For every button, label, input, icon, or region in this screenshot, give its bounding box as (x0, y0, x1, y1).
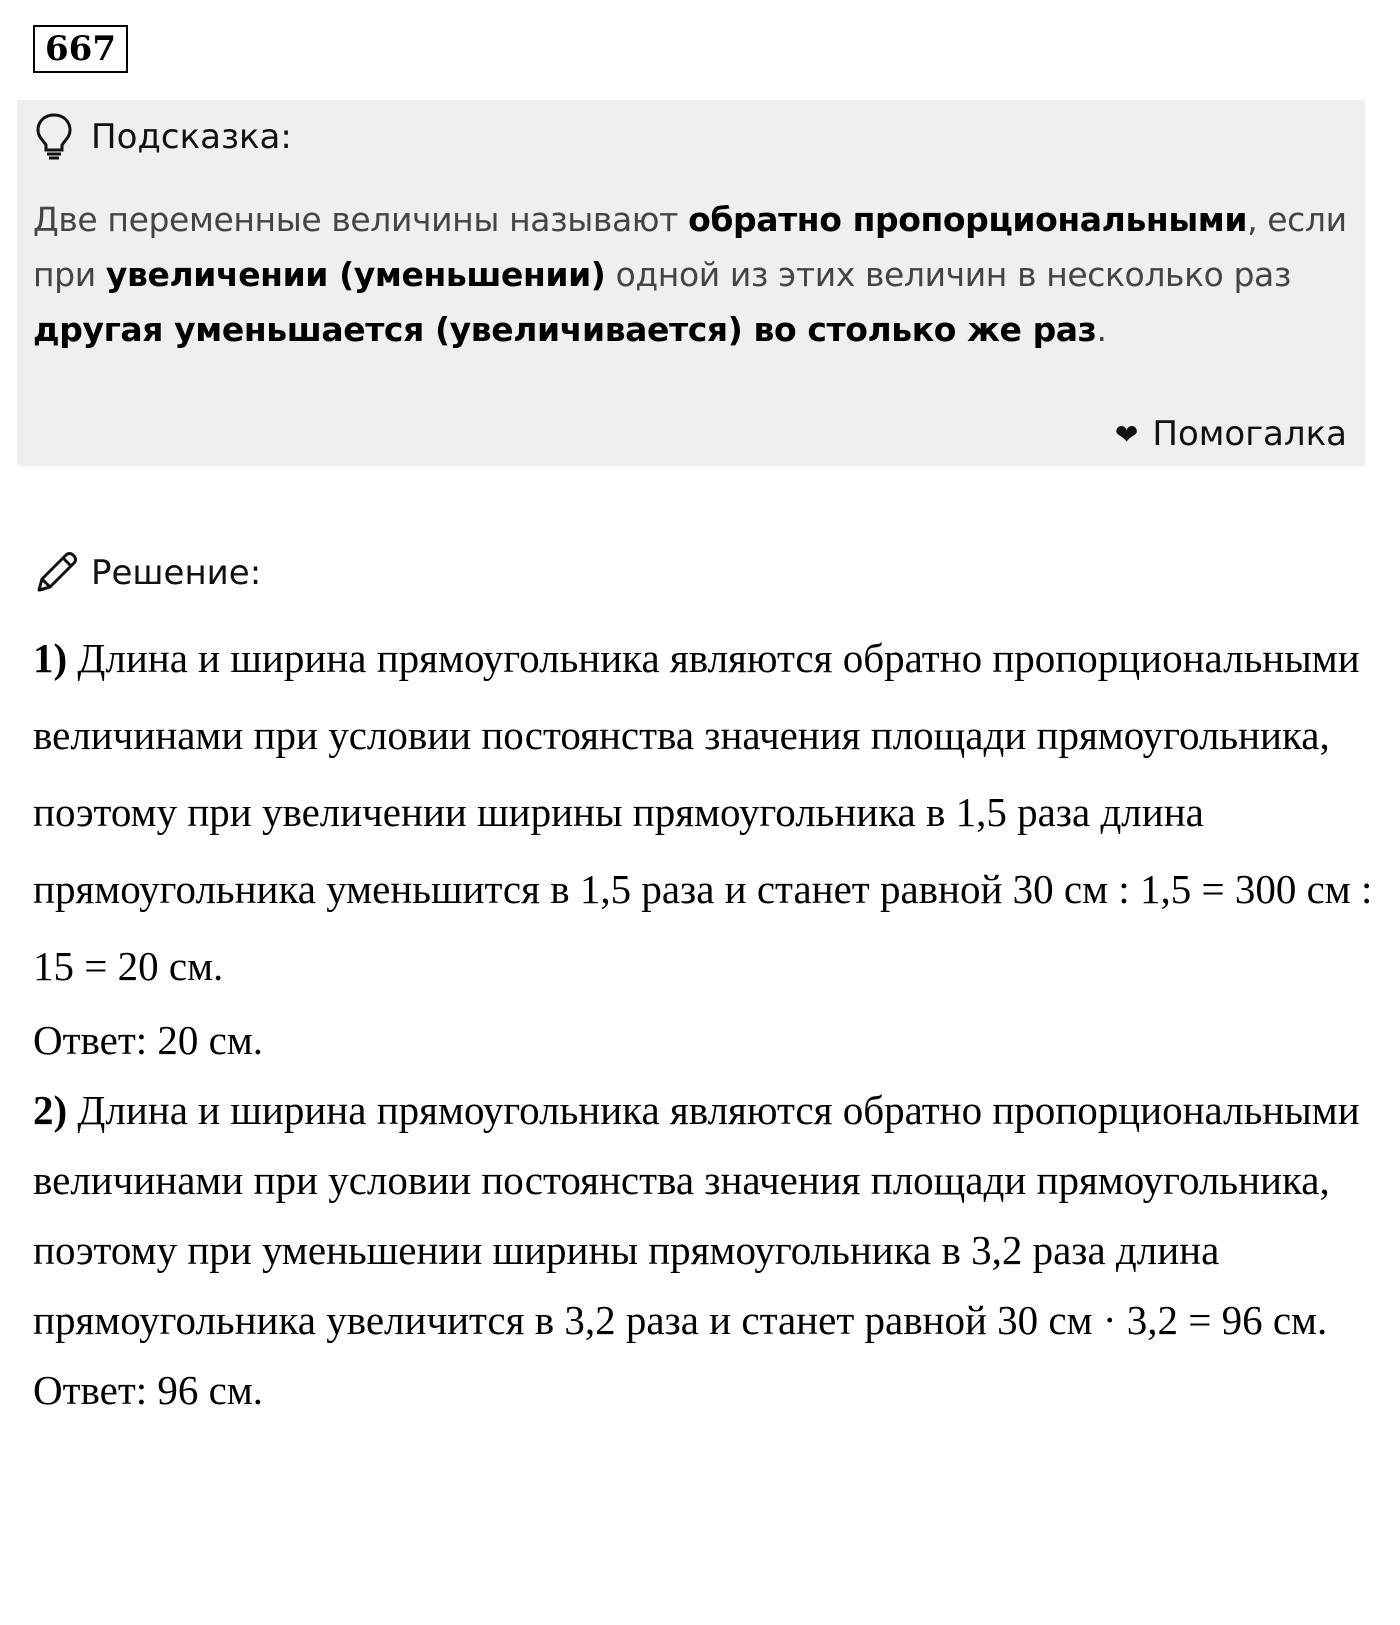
solution-header (33, 550, 261, 596)
hint-condition: увеличении (уменьшении) (105, 255, 606, 294)
part-text: Длина и ширина прямоугольника являются обратно пропорциональными величинами при условии постоянства значения площади прямоугольника, поэтому при увеличении ширины прямоугольника в 1,5 раза длина прямоугольника уменьшится в 1,5 раза и станет равной 30 см : 1,5 = 300 см : 15 = 20 см. (33, 635, 1373, 989)
solution-part-1 (33, 620, 1373, 1005)
part-number: 1) (33, 635, 68, 681)
part-number: 2) (33, 1087, 68, 1133)
heart-icon: ❤ (1114, 417, 1139, 451)
answer-2: Ответ: 96 см. (33, 1367, 264, 1413)
lightbulb-icon (35, 112, 73, 162)
hint-term: обратно пропорциональными (688, 200, 1248, 239)
answer-1: Ответ: 20 см. (33, 1017, 264, 1063)
task-number: 667 (33, 25, 128, 73)
helper-link[interactable]: Помогалка (1152, 414, 1347, 454)
solution-title: Решение: (91, 553, 262, 593)
hint-footer[interactable] (1115, 414, 1347, 454)
hint-consequence: другая уменьшается (увеличивается) во столько же раз (33, 310, 1097, 349)
hint-header (35, 112, 292, 162)
part-text: Длина и ширина прямоугольника являются обратно пропорциональными величинами при условии постоянства значения площади прямоугольника, поэтому при уменьшении ширины прямоугольника в 3,2 раза длина прямоугольника увеличится в 3,2 раза и станет равной 30 см · 3,2 = 96 см. (33, 1087, 1360, 1343)
solution-body (33, 620, 1373, 1425)
pencil-icon (33, 550, 79, 596)
hint-box (17, 100, 1365, 466)
solution-part-2 (33, 1075, 1373, 1355)
hint-text: Две переменные величины называют обратно пропорциональными, если при увеличении (уменьшении) одной из этих величин в несколько раз другая уменьшается (увеличивается) во столько же раз. (33, 200, 1347, 349)
hint-title: Подсказка: (91, 117, 292, 157)
